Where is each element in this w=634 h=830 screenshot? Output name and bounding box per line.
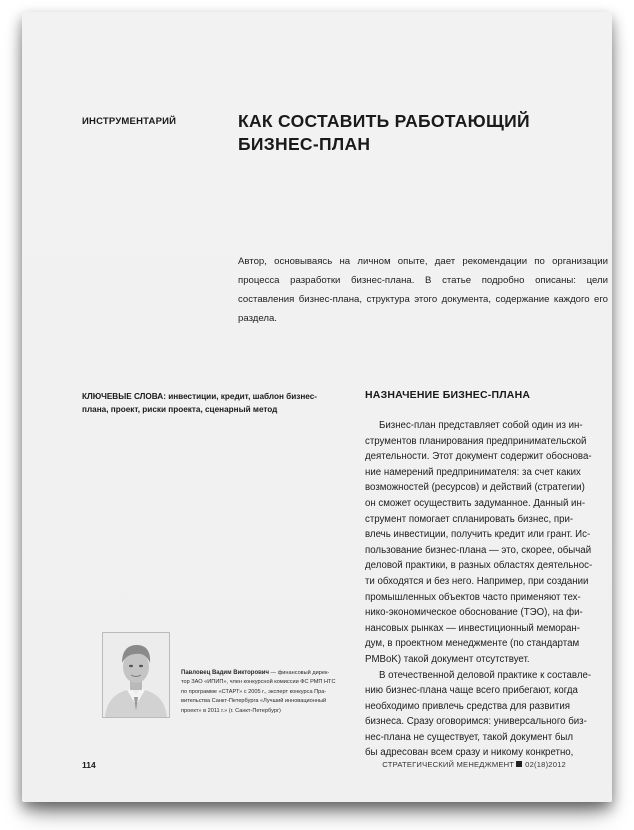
section-heading: НАЗНАЧЕНИЕ БИЗНЕС-ПЛАНА — [365, 389, 531, 401]
body-line: PMBoK) такой документ отсутствует. — [365, 653, 530, 665]
journal-issue: 02(18)2012 — [525, 760, 566, 769]
body-line: пользование бизнес-плана — это, скорее, обычай — [365, 544, 592, 556]
title-line-1: КАК СОСТАВИТЬ РАБОТАЮЩИЙ — [238, 111, 530, 131]
body-line: нансовых рынках — инвестиционный меморан- — [365, 622, 580, 634]
article-title — [238, 110, 530, 156]
author-info — [181, 669, 346, 716]
body-line: струментов планирования предпринимательской — [365, 435, 587, 447]
page-sheet — [22, 12, 612, 802]
body-line: он сможет осуществить задуманное. Данный ин- — [365, 497, 586, 509]
body-line: необходимо привлечь средства для развития — [365, 700, 570, 712]
journal-footer — [382, 760, 566, 769]
body-line: деятельности. Этот документ содержит обоснова- — [365, 451, 592, 463]
body-line: деловой практики, в разных областях деятельнос- — [365, 560, 593, 572]
body-line: бы адресован всем сразу и никому конкретно, — [365, 747, 574, 759]
body-line: ти обходятся и без него. Например, при создании — [365, 575, 589, 587]
author-bio-line: вительства Санкт-Петербурга «Лучший инновационный — [181, 698, 327, 705]
body-line: В отечественной деловой практике к составле- — [379, 669, 592, 681]
author-photo — [102, 632, 170, 718]
section-tag: ИНСТРУМЕНТАРИЙ — [82, 116, 177, 127]
body-line: ние намерений предпринимателя: за счет каких — [365, 466, 581, 478]
author-bio-line: по программе «СТАРТ» с 2005 г., эксперт конкурса Пра- — [181, 688, 327, 695]
body-line: струмент помогает спланировать бизнес, при- — [365, 513, 574, 525]
body-line: нес-плана не существует, такой документ был — [365, 731, 574, 743]
keywords: КЛЮЧЕВЫЕ СЛОВА: инвестиции, кредит, шаблон бизнес-плана, проект, риски проекта, сценарный метод — [82, 392, 317, 414]
author-portrait-image — [103, 633, 169, 717]
square-bullet-icon — [516, 761, 522, 767]
author-bio-line: — финансовый дирек- — [270, 670, 330, 676]
article-abstract: Автор, основываясь на личном опыте, дает рекомендации по организации процесса разработки бизнес-плана. В статье подробно описаны: цели составления бизнес-плана, структура этого документа, содержание каждого его раздела. — [238, 256, 608, 324]
page-number: 114 — [82, 760, 96, 770]
author-name: Павловец Вадим Викторович — [181, 670, 269, 676]
author-bio-line: тор ЗАО «ИПИП», член конкурсной комиссии ФС РМП НТС — [181, 679, 336, 686]
body-line: бизнеса. Сразу оговоримся: универсального биз- — [365, 716, 587, 728]
body-line: возможностей (ресурсов) и действий (стратегии) — [365, 482, 585, 494]
body-line: Бизнес-план представляет собой один из ин- — [379, 420, 583, 431]
body-text — [365, 418, 611, 761]
body-line: промышленных объектов часто применяют тех- — [365, 591, 581, 603]
title-line-2: БИЗНЕС-ПЛАН — [238, 134, 371, 154]
author-bio-line: проект» в 2011 г.» (г. Санкт-Петербург) — [181, 707, 281, 714]
body-line: дум, в проектном менеджменте (по стандартам — [365, 638, 580, 650]
journal-name: СТРАТЕГИЧЕСКИЙ МЕНЕДЖМЕНТ — [382, 760, 515, 769]
body-line: нико-экономическое обоснование (ТЭО), на фи- — [365, 607, 583, 619]
body-line: влечь инвестиции, получить кредит или грант. Ис- — [365, 529, 591, 541]
body-line: нию бизнес-плана чаще всего прибегают, когда — [365, 685, 578, 697]
